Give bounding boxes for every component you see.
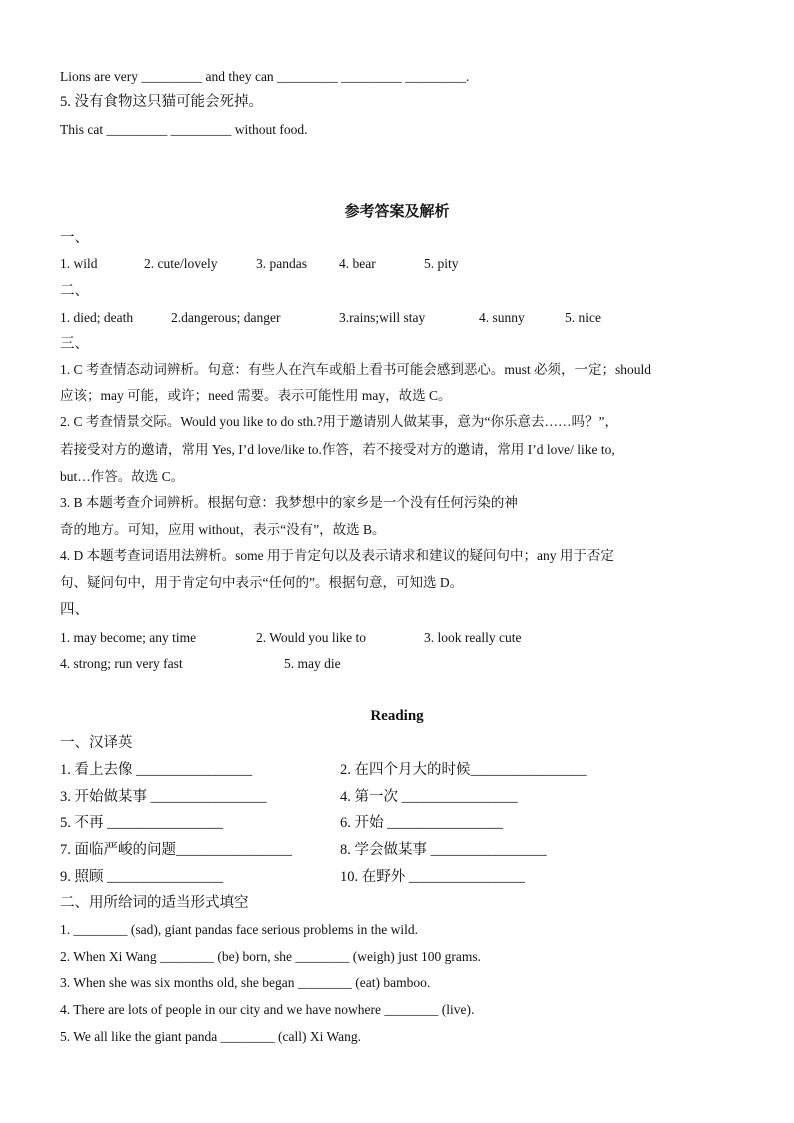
exercise-line: 5. 没有食物这只猫可能会死掉。 — [60, 94, 263, 110]
explanation-line: 1. C 考查情态动词辨析。句意：有些人在汽车或船上看书可能会感到恶心。must 必须，一定；should — [60, 362, 652, 377]
answer-item: 1. died; death — [60, 310, 134, 325]
answer-item: 3. pandas — [256, 256, 307, 271]
answer-item: 5. nice — [565, 310, 601, 325]
section-heading: 三、 — [60, 336, 89, 352]
answer-item: 5. pity — [424, 256, 459, 271]
answer-item: 2.dangerous; danger — [171, 310, 281, 325]
exercise-line: This cat _________ _________ without food. — [60, 122, 308, 137]
fill-blank-line: 5. We all like the giant panda ________ (call) Xi Wang. — [60, 1029, 362, 1044]
answer-item: 5. may die — [284, 656, 341, 671]
explanation-line: 句、疑问句中，用于肯定句中表示“任何的”。根据句意，可知选 D。 — [60, 575, 464, 590]
reading-title: Reading — [370, 708, 424, 724]
answer-item: 1. wild — [60, 256, 98, 271]
answer-item: 2. cute/lovely — [144, 256, 218, 271]
explanation-line: but…作答。故选 C。 — [60, 469, 185, 484]
answer-item: 3. look really cute — [424, 630, 522, 645]
explanation-line: 4. D 本题考查词语用法辨析。some 用于肯定句以及表示请求和建议的疑问句中；any 用于否定 — [60, 548, 614, 563]
fill-blank-line: 3. When she was six months old, she began ________ (eat) bamboo. — [60, 975, 431, 990]
fill-blank-line: 1. ________ (sad), giant pandas face serious problems in the wild. — [60, 922, 419, 937]
explanation-line: 3. B 本题考查介词辨析。根据句意：我梦想中的家乡是一个没有任何污染的神 — [60, 495, 518, 510]
translation-item: 4. 第一次 ________________ — [340, 789, 518, 805]
translation-item: 10. 在野外 ________________ — [340, 869, 525, 885]
translation-item: 5. 不再 ________________ — [60, 815, 224, 831]
translation-item: 8. 学会做某事 ________________ — [340, 842, 547, 858]
answer-item: 4. sunny — [479, 310, 525, 325]
explanation-line: 奇的地方。可知，应用 without，表示“没有”，故选 B。 — [60, 522, 386, 537]
translation-item: 9. 照顾 ________________ — [60, 869, 224, 885]
translation-item: 3. 开始做某事 ________________ — [60, 789, 267, 805]
translation-item: 2. 在四个月大的时候________________ — [340, 762, 587, 778]
section-heading: 一、 — [60, 230, 89, 246]
exercise-line: Lions are very _________ and they can _________ _________ _________. — [60, 69, 470, 84]
explanation-line: 若接受对方的邀请，常用 Yes, I’d love/like to.作答，若不接受对方的邀请，常用 I’d love/ like to, — [60, 442, 615, 457]
section-heading: 二、用所给词的适当形式填空 — [60, 895, 249, 911]
section-heading: 四、 — [60, 602, 89, 618]
fill-blank-line: 2. When Xi Wang ________ (be) born, she ________ (weigh) just 100 grams. — [60, 949, 481, 964]
translation-item: 6. 开始 ________________ — [340, 815, 504, 831]
explanation-line: 2. C 考查情景交际。Would you like to do sth.?用于邀请别人做某事，意为“你乐意去……吗？”， — [60, 414, 619, 429]
answer-item: 4. bear — [339, 256, 376, 271]
fill-blank-line: 4. There are lots of people in our city and we have nowhere ________ (live). — [60, 1002, 475, 1017]
translation-item: 7. 面临严峻的问题________________ — [60, 842, 292, 858]
answer-item: 2. Would you like to — [256, 630, 367, 645]
answers-title: 参考答案及解析 — [344, 204, 450, 220]
translation-item: 1. 看上去像 ________________ — [60, 762, 253, 778]
section-heading: 二、 — [60, 283, 89, 299]
section-heading: 一、汉译英 — [60, 735, 133, 751]
answer-item: 3.rains;will stay — [339, 310, 426, 325]
answer-item: 4. strong; run very fast — [60, 656, 183, 671]
answer-item: 1. may become; any time — [60, 630, 197, 645]
explanation-line: 应该；may 可能，或许；need 需要。表示可能性用 may，故选 C。 — [60, 388, 452, 403]
